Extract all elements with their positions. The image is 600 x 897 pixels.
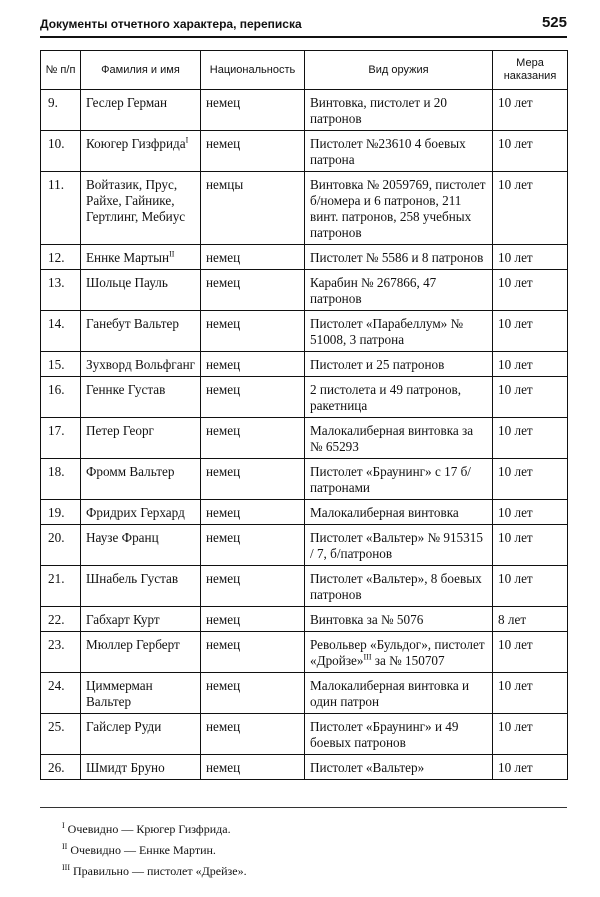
footnote-ref: III — [363, 652, 372, 662]
footnote-mark: III — [62, 863, 70, 872]
table-row — [41, 607, 568, 632]
row-sentence: 10 лет — [493, 566, 568, 607]
row-name: Шнабель Густав — [81, 566, 201, 607]
row-sentence: 10 лет — [493, 418, 568, 459]
row-sentence: 10 лет — [493, 172, 568, 245]
row-name: Шольце Пауль — [81, 270, 201, 311]
row-number: 16. — [41, 377, 81, 418]
table-row — [41, 500, 568, 525]
row-nationality: немец — [201, 459, 305, 500]
row-number: 19. — [41, 500, 81, 525]
row-weapon: Пистолет «Браунинг» и 49 боевых патронов — [305, 714, 493, 755]
table-header-row — [41, 51, 568, 90]
row-nationality: немец — [201, 131, 305, 172]
page-header — [40, 14, 567, 38]
row-nationality: немец — [201, 311, 305, 352]
row-number: 26. — [41, 755, 81, 780]
row-sentence: 10 лет — [493, 311, 568, 352]
row-weapon: Пистолет «Вальтер», 8 боевых патронов — [305, 566, 493, 607]
name-text: Еннке Мартын — [86, 250, 170, 265]
row-number: 17. — [41, 418, 81, 459]
row-nationality: немец — [201, 270, 305, 311]
footnote — [62, 843, 216, 858]
table-row — [41, 270, 568, 311]
col-header-name: Фамилия и имя — [81, 51, 201, 90]
row-nationality: немец — [201, 525, 305, 566]
col-header-weapon: Вид оружия — [305, 51, 493, 90]
footnote-text: Правильно — пистолет «Дрейзе». — [73, 864, 247, 878]
row-name: Гайслер Руди — [81, 714, 201, 755]
weapon-text: Револьвер «Бульдог», пистолет «Дройзе» — [310, 637, 485, 668]
row-nationality: немец — [201, 566, 305, 607]
row-name: Геслер Герман — [81, 90, 201, 131]
row-weapon: Винтовка за № 5076 — [305, 607, 493, 632]
row-name — [81, 245, 201, 270]
row-weapon: Пистолет № 5586 и 8 патронов — [305, 245, 493, 270]
row-weapon: Винтовка № 2059769, пистолет б/номера и 6 патронов, 211 винт. патронов, 258 учебных патронов — [305, 172, 493, 245]
row-number: 14. — [41, 311, 81, 352]
row-number: 9. — [41, 90, 81, 131]
footnote-ref: II — [169, 249, 175, 259]
table-row — [41, 755, 568, 780]
col-header-sentence: Мера наказания — [493, 51, 568, 90]
row-number: 24. — [41, 673, 81, 714]
row-weapon: Винтовка, пистолет и 20 патронов — [305, 90, 493, 131]
row-name — [81, 131, 201, 172]
row-sentence: 10 лет — [493, 90, 568, 131]
table-row — [41, 352, 568, 377]
row-sentence: 10 лет — [493, 459, 568, 500]
row-nationality: немец — [201, 90, 305, 131]
footnote — [62, 864, 247, 879]
table-row — [41, 90, 568, 131]
row-sentence: 10 лет — [493, 500, 568, 525]
footnote-separator — [40, 807, 567, 808]
row-nationality: немец — [201, 245, 305, 270]
row-sentence: 10 лет — [493, 352, 568, 377]
row-name: Геннке Густав — [81, 377, 201, 418]
row-sentence: 10 лет — [493, 131, 568, 172]
row-nationality: немец — [201, 352, 305, 377]
row-nationality: немец — [201, 377, 305, 418]
table-row — [41, 245, 568, 270]
row-sentence: 10 лет — [493, 673, 568, 714]
row-weapon: Малокалиберная винтовка и один патрон — [305, 673, 493, 714]
running-title: Документы отчетного характера, переписка — [40, 17, 302, 31]
table-row — [41, 377, 568, 418]
row-name: Фридрих Герхард — [81, 500, 201, 525]
sentence-table — [40, 50, 568, 780]
table-row — [41, 131, 568, 172]
row-name: Шмидт Бруно — [81, 755, 201, 780]
row-weapon: Пистолет «Парабеллум» № 51008, 3 патрона — [305, 311, 493, 352]
footnote — [62, 822, 231, 837]
row-sentence: 10 лет — [493, 270, 568, 311]
table-row — [41, 714, 568, 755]
row-weapon: Карабин № 267866, 47 патронов — [305, 270, 493, 311]
row-sentence: 10 лет — [493, 377, 568, 418]
col-header-nationality: Национальность — [201, 51, 305, 90]
row-sentence: 10 лет — [493, 632, 568, 673]
page-number: 525 — [541, 14, 567, 31]
row-name: Наузе Франц — [81, 525, 201, 566]
row-name: Циммерман Вальтер — [81, 673, 201, 714]
table-row — [41, 311, 568, 352]
row-weapon: Пистолет №23610 4 боевых патрона — [305, 131, 493, 172]
row-name: Петер Георг — [81, 418, 201, 459]
row-number: 20. — [41, 525, 81, 566]
table-row — [41, 673, 568, 714]
row-name: Войтазик, Прус, Райхе, Гайнике, Гертлинг, Мебиус — [81, 172, 201, 245]
row-sentence: 8 лет — [493, 607, 568, 632]
table-row — [41, 525, 568, 566]
table-row — [41, 172, 568, 245]
footnote-mark: I — [62, 821, 65, 830]
row-nationality: немец — [201, 500, 305, 525]
row-sentence: 10 лет — [493, 525, 568, 566]
table-row — [41, 459, 568, 500]
col-header-number: № п/п — [41, 51, 81, 90]
row-number: 12. — [41, 245, 81, 270]
row-weapon: Пистолет «Браунинг» с 17 б/патронами — [305, 459, 493, 500]
row-nationality: немец — [201, 714, 305, 755]
table-row — [41, 418, 568, 459]
row-sentence: 10 лет — [493, 755, 568, 780]
footnote-mark: II — [62, 842, 68, 851]
row-number: 23. — [41, 632, 81, 673]
row-name: Зухворд Вольфганг — [81, 352, 201, 377]
row-weapon: Малокалиберная винтовка — [305, 500, 493, 525]
row-weapon: Пистолет «Вальтер» — [305, 755, 493, 780]
row-weapon — [305, 632, 493, 673]
row-sentence: 10 лет — [493, 714, 568, 755]
row-name: Мюллер Герберт — [81, 632, 201, 673]
row-nationality: немец — [201, 755, 305, 780]
row-number: 15. — [41, 352, 81, 377]
row-name: Ганебут Вальтер — [81, 311, 201, 352]
table-row — [41, 566, 568, 607]
row-name: Габхарт Курт — [81, 607, 201, 632]
footnote-text: Очевидно — Крюгер Гизфрида. — [67, 822, 231, 836]
row-number: 21. — [41, 566, 81, 607]
row-nationality: немец — [201, 632, 305, 673]
footnote-text: Очевидно — Еннке Мартин. — [70, 843, 216, 857]
row-nationality: немцы — [201, 172, 305, 245]
row-number: 25. — [41, 714, 81, 755]
row-number: 18. — [41, 459, 81, 500]
row-weapon: Малокалиберная винтовка за № 65293 — [305, 418, 493, 459]
row-name: Фромм Вальтер — [81, 459, 201, 500]
weapon-text-tail: за № 150707 — [371, 653, 445, 668]
row-nationality: немец — [201, 418, 305, 459]
footnote-ref: I — [185, 135, 189, 145]
row-weapon: Пистолет и 25 патронов — [305, 352, 493, 377]
row-number: 22. — [41, 607, 81, 632]
table-row — [41, 632, 568, 673]
row-number: 11. — [41, 172, 81, 245]
row-nationality: немец — [201, 673, 305, 714]
row-sentence: 10 лет — [493, 245, 568, 270]
row-weapon: Пистолет «Вальтер» № 915315 / 7, б/патронов — [305, 525, 493, 566]
row-number: 13. — [41, 270, 81, 311]
row-weapon: 2 пистолета и 49 патронов, ракетница — [305, 377, 493, 418]
row-nationality: немец — [201, 607, 305, 632]
name-text: Коюгер Гизфрида — [86, 136, 186, 151]
row-number: 10. — [41, 131, 81, 172]
